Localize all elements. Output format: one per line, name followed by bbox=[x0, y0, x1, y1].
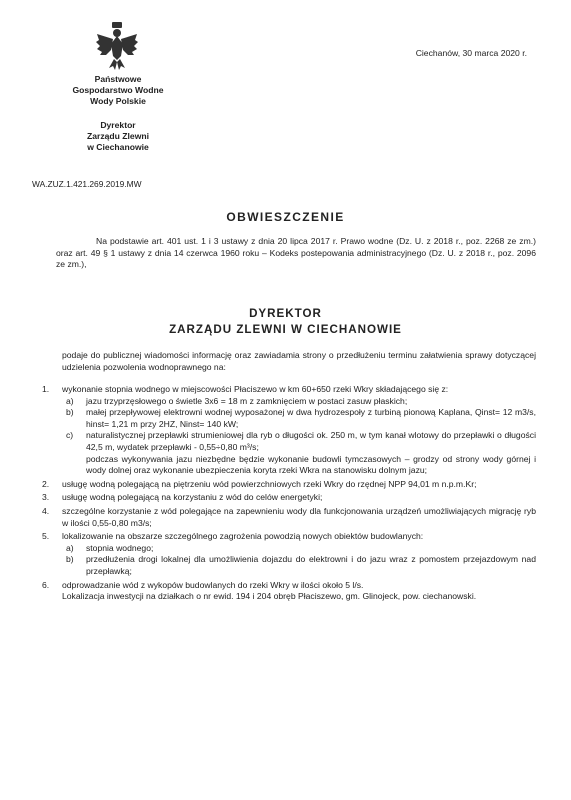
item-continuation: Lokalizacja inwestycji na działkach o nr ewid. 194 i 204 obręb Płaciszewo, gm. Glinojeck, pow. ciechanowski. bbox=[62, 591, 477, 602]
document-date: Ciechanów, 30 marca 2020 r. bbox=[415, 48, 527, 58]
list-item bbox=[36, 384, 536, 477]
list-item bbox=[36, 492, 536, 504]
director-heading bbox=[0, 306, 571, 338]
director-line: ZARZĄDU ZLEWNI W CIECHANOWIE bbox=[169, 323, 402, 336]
issuer-block bbox=[52, 74, 184, 153]
sub-item bbox=[62, 430, 536, 453]
issuer-line: Państwowe bbox=[94, 74, 142, 84]
sub-item-text: małej przepływowej elektrowni wodnej wyposażonej w dwa hydrozespoły z turbiną pionową Kaplana, Qinst= 12 m3/s, hinst= 1,21 m przy 2HZ, Ninst= 140 kW; bbox=[86, 407, 536, 429]
sub-item-letter: a) bbox=[66, 395, 74, 406]
sub-item-text: naturalistycznej przepławki strumieniowej dla ryb o długości ok. 250 m, w tym kanał wlotowy do przepławki o długości 42,5 m, wydatek przepławki - 0,55÷0,80 m³/s; bbox=[86, 430, 536, 452]
polish-eagle-emblem-icon bbox=[95, 22, 139, 72]
sub-item-text: jazu trzyprzęsłowego o świetle 3x6 = 18 m z zamknięciem w postaci zasuw płaskich; bbox=[86, 395, 408, 406]
item-number: 4. bbox=[42, 505, 50, 516]
document-title: OBWIESZCZENIE bbox=[226, 210, 345, 224]
items-list bbox=[36, 384, 536, 603]
director-line: DYREKTOR bbox=[249, 307, 322, 320]
legal-basis-text: Na podstawie art. 401 ust. 1 i 3 ustawy z dnia 20 lipca 2017 r. Prawo wodne (Dz. U. z 2018 r., poz. 2268 ze zm.) oraz art. 49 § 1 ustawy z dnia 14 czerwca 1960 roku – Kodeks postepowania administracyjnego (Dz. U. z 2018 r., poz. 2096 ze zm.), bbox=[56, 236, 536, 270]
issuer-line: Dyrektor bbox=[100, 119, 136, 130]
item-text: lokalizowanie na obszarze szczególnego zagrożenia powodzią nowych obiektów budowlanych: bbox=[62, 531, 424, 542]
item-number: 5. bbox=[42, 531, 50, 542]
sub-item-letter: a) bbox=[66, 542, 74, 553]
sub-item-letter: c) bbox=[66, 430, 74, 441]
item-number: 3. bbox=[42, 492, 50, 503]
intro-paragraph: podaje do publicznej wiadomości informację oraz zawiadamia strony o przedłużeniu terminu załatwienia sprawy dotyczącej udzielenia pozwolenia wodnoprawnego na: bbox=[62, 350, 536, 372]
issuer-line: w Ciechanowie bbox=[87, 142, 149, 153]
reference-number: WA.ZUZ.1.421.269.2019.MW bbox=[32, 179, 142, 189]
sub-item bbox=[62, 407, 536, 430]
item-text: usługę wodną polegającą na piętrzeniu wód powierzchniowych rzeki Wkry do rzędnej NPP 94,01 m n.p.m.Kr; bbox=[62, 478, 477, 489]
list-item bbox=[36, 479, 536, 491]
item-number: 2. bbox=[42, 478, 50, 489]
item-text: wykonanie stopnia wodnego w miejscowości Płaciszewo w km 60+650 rzeki Wkry składającego się z: bbox=[62, 384, 449, 394]
sub-item-text: stopnia wodnego; bbox=[86, 542, 154, 553]
issuer-line: Zarządu Zlewni bbox=[86, 130, 150, 141]
issuer-spacer bbox=[52, 108, 184, 120]
sub-item bbox=[62, 554, 536, 577]
issuer-line: Wody Polskie bbox=[90, 96, 146, 107]
item-number: 6. bbox=[42, 579, 50, 590]
item-text: szczególne korzystanie z wód polegające na zapewnieniu wody dla funkcjonowania urządzeń umożliwiających migrację ryb w ilości 0,55-0,80 m3/s; bbox=[62, 505, 536, 528]
list-item bbox=[36, 580, 536, 603]
legal-basis bbox=[56, 236, 536, 271]
sub-item-text: przedłużenia drogi lokalnej dla umożliwienia dojazdu do elektrowni i do jazu wraz z pomostem przejazdowym nad przepławką; bbox=[86, 554, 536, 576]
list-item bbox=[36, 506, 536, 529]
list-item bbox=[36, 531, 536, 577]
sub-item bbox=[62, 396, 536, 408]
item-number: 1. bbox=[42, 384, 50, 394]
sub-item bbox=[62, 543, 536, 555]
item-continuation: podczas wykonywania jazu niezbędne będzie wykonanie budowli tymczasowych – grodzy od strony wody górnej i wody dolnej oraz wykonanie ubezpieczenia koryta rzeki Wkra na stanowisku dolnym jazu; bbox=[86, 453, 536, 476]
item-text: usługę wodną polegającą na korzystaniu z wód do celów energetyki; bbox=[62, 492, 323, 503]
item-text: odprowadzanie wód z wykopów budowlanych do rzeki Wkry w ilości około 5 l/s. bbox=[62, 579, 364, 590]
sub-item-letter: b) bbox=[66, 407, 74, 418]
sub-item-letter: b) bbox=[66, 554, 74, 565]
issuer-line: Gospodarstwo Wodne bbox=[72, 85, 164, 96]
